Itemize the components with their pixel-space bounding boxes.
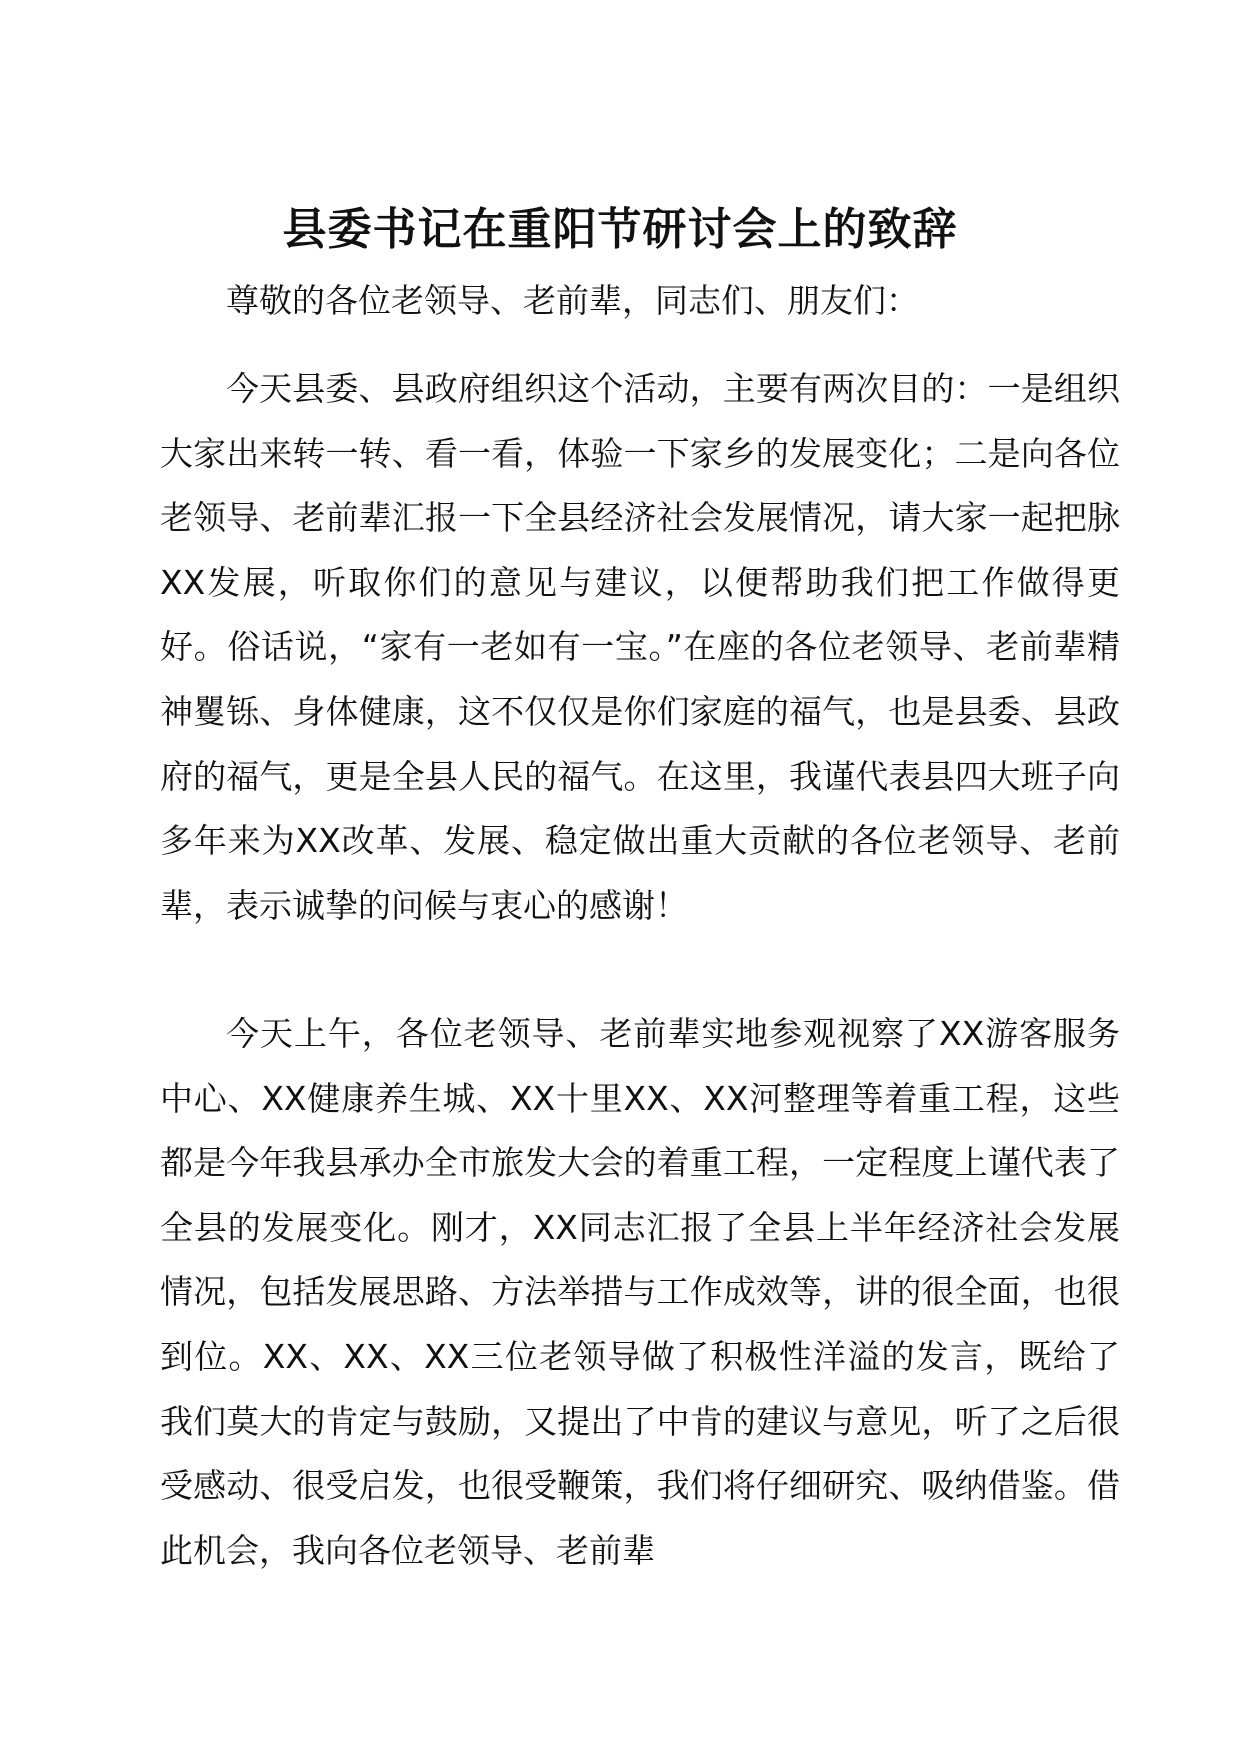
paragraph-2: 今天上午，各位老领导、老前辈实地参观视察了XX游客服务中心、XX健康养生城、XX十里XX、XX河整理等着重工程，这些都是今年我县承办全市旅发大会的着重工程，一定程度上谨代表了全县的发展变化。刚才，XX同志汇报了全县上半年经济社会发展情况，包括发展思路、方法举措与工作成效等，讲的很全面，也很到位。XX、XX、XX三位老领导做了积极性洋溢的发言，既给了我们莫大的肯定与鼓励，又提出了中肯的建议与意见，听了之后很受感动、很受启发，也很受鞭策，我们将仔细研究、吸纳借鉴。借此机会，我向各位老领导、老前辈: [160, 1014, 1120, 1570]
salutation: 尊敬的各位老领导、老前辈，同志们、朋友们：: [226, 281, 919, 320]
paragraph-1: 今天县委、县政府组织这个活动，主要有两次目的：一是组织大家出来转一转、看一看，体验一下家乡的发展变化；二是向各位老领导、老前辈汇报一下全县经济社会发展情况，请大家一起把脉XX发展，听取你们的意见与建议，以便帮助我们把工作做得更好。俗话说，“家有一老如有一宝。”在座的各位老领导、老前辈精神矍铄、身体健康，这不仅仅是你们家庭的福气，也是县委、县政府的福气，更是全县人民的福气。在这里，我谨代表县四大班子向多年来为XX改革、发展、稳定做出重大贡献的各位老领导、老前辈，表示诚挚的问候与衷心的感谢！: [160, 369, 1120, 925]
document-title: 县委书记在重阳节研讨会上的致辞: [282, 204, 958, 255]
